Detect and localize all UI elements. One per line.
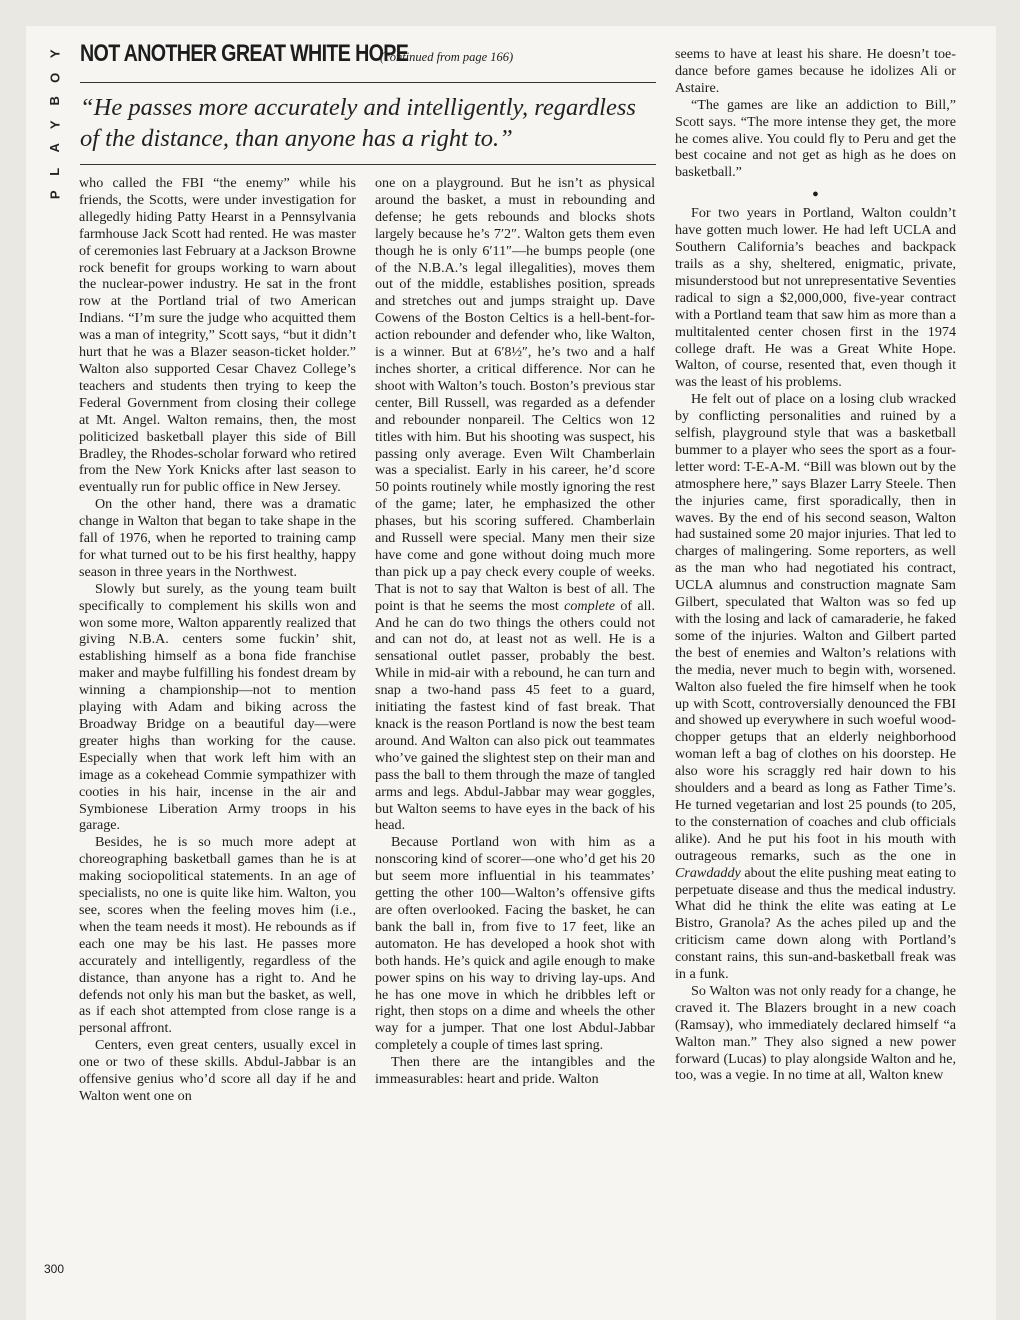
magazine-letter: B [47,96,63,106]
paragraph [375,175,655,834]
paragraph: Because Portland won with him as a nonscoring kind of scorer—one who’d get his 20 but seem more influential in his teammates’ getting the other 100—Walton’s offensive gifts are often overlooked. Facing the basket, he can bank the ball in, from five to 17 feet, like an automaton. He has developed a hook shot with both hands. He’s quick and agile enough to make power spins on his way to driving lay-ups. And he has one move in which he dribbles left or right, then stops on a dime and wheels the other way for a jumper. That one lost Abdul-Jabbar completely a couple of times last spring. [375,834,655,1054]
magazine-letter: Y [47,49,63,59]
magazine-letter: A [47,143,63,153]
text-column-1 [79,175,356,1105]
paragraph: For two years in Portland, Walton couldn’t have gotten much lower. He had left UCLA and Southern California’s beaches and backpack trails as a shy, sheltered, enigmatic, private, misunderstood but not unrepresentative Seventies radical to sign a $2,000,000, five-year contract with a Portland team that saw him as more than a multitalented center chosen first in the 1974 college draft. He was a Great White Hope. Walton, of course, resented that, even though it was the least of his problems. [675,205,956,391]
magazine-letter: Y [47,119,63,129]
article-header [80,40,655,68]
paragraph: Then there are the intangibles and the immeasurables: heart and pride. Walton [375,1054,655,1088]
paragraph: who called the FBI “the enemy” while his friends, the Scotts, were under investigation for allegedly hiding Patty Hearst in a Pennsylvania farmhouse Jack Scott had rented. He was master of ceremonies last February at a Jackson Browne rock benefit for groups working to warn about the nuclear-power industry. He sat in the front row at the Portland trial of two American Indians. “I’m sure the judge who acquitted them was a man of integrity,” Scott says, “but it didn’t hurt that he was a Blazer season-ticket holder.” Walton also supported Cesar Chavez College’s teachers and students then trying to keep the Federal Government from closing their college at Mt. Angel. Walton remains, then, the most politicized basketball player this side of Bill Bradley, the Rhodes-scholar forward who retired from the New York Knicks after last season to eventually run for public office in New Jersey. [79,175,356,496]
continued-note: (continued from page 166) [380,50,514,64]
paragraph-text: of all. And he can do two things the others could not and can not do, at least not as well. He is a sensational outlet passer, probably the best. While in mid-air with a rebound, he can turn and snap a two-hand pass 45 feet to a guard, initiating the fastest kind of fast break. That knack is the reason Portland is now the best team around. And Walton can also pick out teammates who’ve gained the slightest step on their man and pass the ball to them through the maze of tangled arms and legs. Abdul-Jabbar may wear goggles, but Walton seems to have eyes in the back of his head. [375,597,655,834]
paragraph: Besides, he is so much more adept at choreographing basketball games than he is at making sociopolitical statements. In an age of specialists, no one is quite like him. Walton, you see, scores when the feeling moves him (i.e., when the team needs it most). He rebounds as if each one may be his last. He passes more accurately and intelligently, regardless of the distance, than anyone has a right to. And he defends not only his man but the basket, as well, as if each shot attempted from close range is a personal affront. [79,834,356,1037]
magazine-letter: L [47,167,63,176]
emphasis: Crawdaddy [675,864,741,881]
text-column-3 [675,46,956,1084]
pull-quote-rule [80,164,656,165]
paragraph-text: about the elite pushing meat eating to perpetuate disease and thus the medical industry. What did he think the elite was eating at Le Bistro, Granola? As the aches piled up and the criticism came down along with Portland’s constant rains, this sun-and-basketball freak was in a funk. [675,864,956,983]
paragraph: On the other hand, there was a dramatic change in Walton that began to take shape in the fall of 1976, when he reported to training camp for what turned out to be his first healthy, happy season in three years in the Northwest. [79,496,356,580]
text-column-2 [375,175,655,1088]
paragraph: So Walton was not only ready for a change, he craved it. The Blazers brought in a new coach (Ramsay), who immediately declared himself “a Walton man.” They also signed a new power forward (Lucas) to play alongside Walton and he, too, was a vegie. In no time at all, Walton knew [675,982,956,1084]
paragraph-text: He felt out of place on a losing club wracked by conflicting personalities and ruined by a selfish, playground style that was a basketball bummer to a player who sees the sport as a four-letter word: T-E-A-M. “Bill was blown out by the atmosphere here,” says Blazer Larry Steele. Then the injuries came, first sporadically, then in waves. By the end of his second season, Walton had sustained some 20 major injuries. That led to charges of malingering. Some reporters, as well as the man who had negotiated his contract, UCLA alumnus and construction magnate Sam Gilbert, speculated that Walton was so fed up with the losing and lack of camaraderie, he faked some of the injuries. Walton and Gilbert parted the best of enemies and Walton’s relations with the media, never much to begin with, worsened. Walton also fueled the fire himself when he took up with Scott, controversially denounced the FBI and showed up everywhere in such woeful wood-chopper getups that an elderly neighborhood woman left a bag of clothes on his doorstep. He also wore his scraggly red hair down to his shoulders and a beard as long as Father Time’s. He turned vegetarian and lost 25 pounds (to 205, to the consternation of coaches and club officials alike). And he put his foot in his mouth with outrageous remarks, such as the one in [675,391,956,864]
paragraph [675,391,956,983]
magazine-letter: P [47,190,63,200]
header-rule [80,82,656,83]
magazine-letter: O [47,72,63,83]
article-title: NOT ANOTHER GREAT WHITE HOPE [80,40,409,67]
paragraph: Centers, even great centers, usually excel in one or two of these skills. Abdul-Jabbar is an offensive genius who’d score all day if he and Walton went one on [79,1037,356,1104]
section-divider-bullet: ● [812,188,819,201]
paragraph: seems to have at least his share. He doesn’t toe-dance before games because he idolizes Ali or Astaire. [675,46,956,96]
paragraph-text: one on a playground. But he isn’t as physical around the basket, a must in rebounding and defense; he gets rebounds and blocks shots largely because he’s 7′2″. Walton gets them even though he is only 6′11″—he bumps people (one of the N.B.A.’s legal illegalities), moves them out of the middle, establishes position, spreads and stretches out and jumps straight up. Dave Cowens of the Boston Celtics is a hell-bent-for-action rebounder and defender who, like Walton, is a winner. But at 6′8½″, he’s two and a half inches shorter, a critical difference. Nor can he shoot with Walton’s touch. Boston’s previous star center, Bill Russell, was regarded as a defender and rebounder nonpareil. The Celtics won 12 titles with him. But his shooting was suspect, his passing only average. Even Wilt Chamberlain was a specialist. Early in his career, he’d score 50 points routinely while mostly ignoring the rest of the game; later, he emphasized the other phases, but his scoring suffered. Chamberlain and Russell were special. Many men their size have come and gone without doing much more than pick up a pay check every couple of weeks. That is not to say that Walton is best of all. The point is that he seems the most [375,175,655,614]
paragraph: “The games are like an addiction to Bill,” Scott says. “The more intense they get, the more he comes alive. You could fly to Peru and get the best cocaine and not get as high as he does on basketball.” [675,96,956,181]
page-number: 300 [44,1262,65,1276]
paragraph: Slowly but surely, as the young team built specifically to complement his skills won and won some more, Walton apparently realized that giving N.B.A. centers some fuckin’ shit, establishing himself as a bona fide franchise maker and maybe fulfilling his fondest dream by winning a championship—not to mention playing with Adam and biking across the Broadway Bridge on a beautiful day—were greater highs than working for the cause. Especially when that work left him with an image as a cokehead Commie sympathizer with cooties in his hair, incense in the air and Symbionese Liberation Army troops in his garage. [79,580,356,834]
pull-quote: “He passes more accurately and intelligently, regardless of the distance, than anyone has a right to.” [80,94,636,152]
emphasis: complete [564,597,615,614]
magazine-name-vertical [42,42,68,207]
